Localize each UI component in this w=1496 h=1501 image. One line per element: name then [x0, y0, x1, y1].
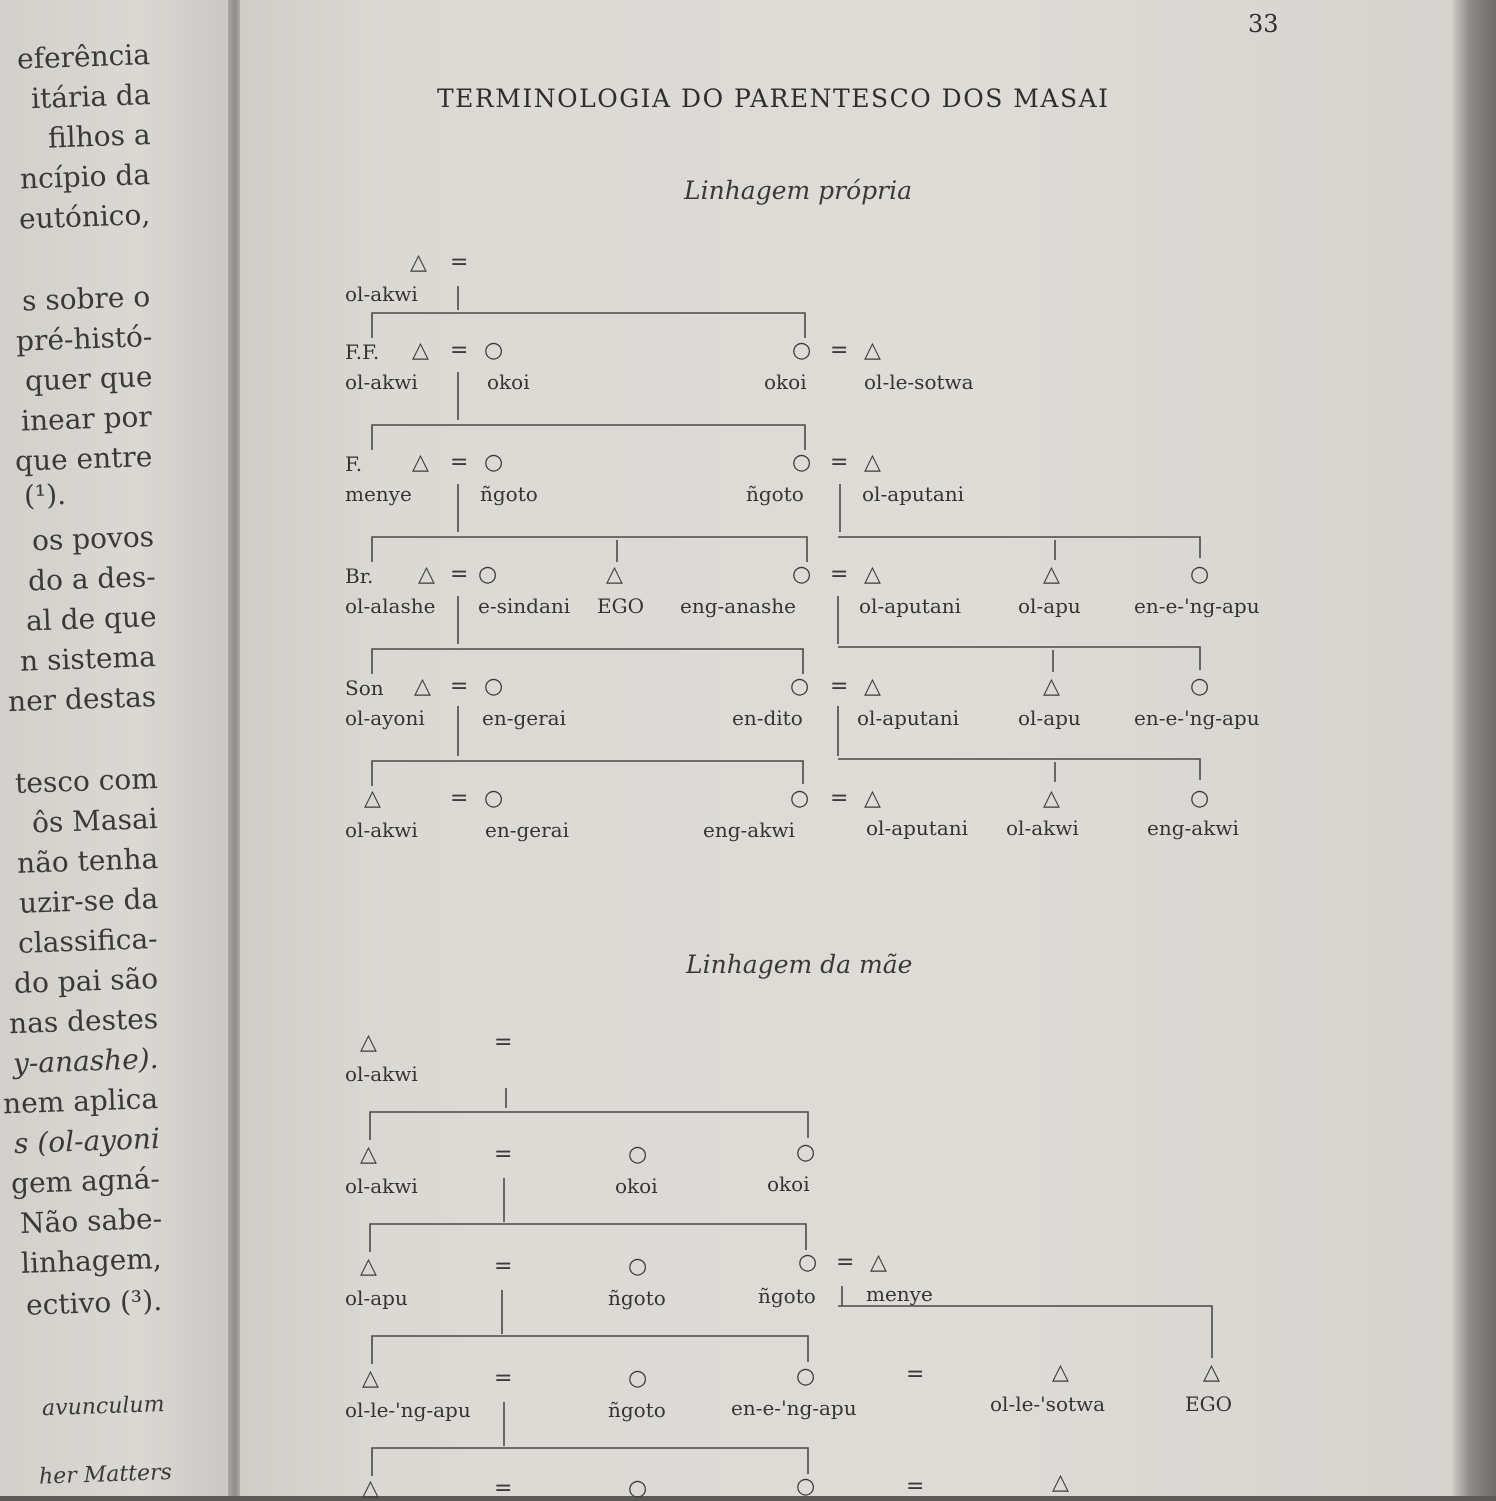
left-text-line: linhagem,: [20, 1242, 163, 1280]
left-text-line: ner destas: [7, 680, 157, 719]
marriage-symbol: =: [830, 562, 849, 587]
kin-term: menye: [345, 482, 412, 506]
female-symbol: ○: [628, 1366, 648, 1391]
kin-term: en-e-'ng-apu: [1134, 706, 1260, 730]
male-symbol: △: [864, 338, 881, 363]
left-text-line: que entre: [14, 440, 153, 478]
male-symbol: △: [364, 786, 381, 811]
female-symbol: ○: [484, 674, 504, 699]
kin-term: okoi: [764, 370, 807, 394]
left-text-line: filhos a: [47, 118, 151, 155]
male-symbol: △: [360, 1030, 377, 1055]
left-text-line: gem agná-: [10, 1162, 161, 1201]
left-text-line: y-anashe).: [12, 1042, 159, 1081]
female-symbol: ○: [628, 1254, 648, 1279]
left-text-line: os povos: [31, 520, 155, 558]
marriage-symbol: =: [830, 450, 849, 475]
kin-term: ñgoto: [746, 482, 804, 506]
marriage-symbol: =: [494, 1254, 513, 1279]
male-symbol: △: [410, 250, 427, 275]
kin-term: okoi: [615, 1174, 658, 1198]
left-text-line: (¹).: [23, 478, 67, 513]
male-symbol: △: [864, 450, 881, 475]
kin-term: e-sindani: [478, 594, 571, 618]
kin-term: ol-apu: [1018, 594, 1081, 618]
marriage-symbol: =: [830, 674, 849, 699]
generation-label: Son: [345, 676, 384, 700]
kin-term: ol-le-'sotwa: [990, 1392, 1106, 1416]
generation-label: F.F.: [345, 340, 380, 364]
kin-term: ol-akwi: [1006, 816, 1079, 840]
left-text-line: itária da: [30, 78, 151, 116]
marriage-symbol: =: [450, 562, 469, 587]
ego-term: EGO: [597, 594, 644, 618]
marriage-symbol: =: [450, 786, 469, 811]
female-symbol: ○: [1190, 786, 1210, 811]
male-symbol: △: [360, 1254, 377, 1279]
female-symbol: ○: [796, 1140, 816, 1165]
kin-term: ñgoto: [480, 482, 538, 506]
female-symbol: ○: [792, 450, 812, 475]
left-text-line: Não sabe-: [19, 1202, 163, 1240]
left-text-line: ectivo (³).: [25, 1284, 163, 1322]
left-text-line: classifica-: [17, 922, 159, 960]
left-text-line: quer que: [24, 360, 153, 398]
kin-term: ol-apu: [345, 1286, 408, 1310]
ego-term: EGO: [1185, 1392, 1232, 1416]
male-symbol: △: [1043, 786, 1060, 811]
left-text-line: nas destes: [8, 1002, 159, 1041]
kin-term: menye: [866, 1282, 933, 1306]
page-title: TERMINOLOGIA DO PARENTESCO DOS MASAI: [437, 84, 1110, 113]
left-text-line: s (ol-ayoni: [13, 1122, 161, 1161]
generation-label: Br.: [345, 564, 374, 588]
kin-term: okoi: [767, 1172, 810, 1196]
male-symbol: △: [362, 1366, 379, 1391]
kin-term: en-e-'ng-apu: [1134, 594, 1260, 618]
section-heading-own-lineage: Linhagem própria: [684, 176, 913, 205]
female-symbol: ○: [796, 1474, 816, 1499]
left-text-line: inear por: [20, 400, 153, 438]
kin-term: ol-alashe: [345, 594, 436, 618]
page-number: 33: [1248, 10, 1279, 38]
kin-term: ol-akwi: [345, 1062, 418, 1086]
male-symbol: △: [1043, 674, 1060, 699]
female-symbol: ○: [796, 1364, 816, 1389]
kin-term: ol-le-'ng-apu: [345, 1398, 471, 1422]
female-symbol: ○: [484, 786, 504, 811]
marriage-symbol: =: [830, 786, 849, 811]
female-symbol: ○: [478, 562, 498, 587]
male-symbol: △: [1052, 1360, 1069, 1385]
marriage-symbol: =: [450, 450, 469, 475]
female-symbol: ○: [484, 338, 504, 363]
female-symbol: ○: [792, 338, 812, 363]
marriage-symbol: =: [830, 338, 849, 363]
kin-term: ol-aputani: [859, 594, 962, 618]
left-text-line: do pai são: [13, 962, 159, 1001]
male-symbol: △: [360, 1142, 377, 1167]
female-symbol: ○: [798, 1250, 818, 1275]
female-symbol: ○: [628, 1476, 648, 1501]
male-symbol: △: [1052, 1470, 1069, 1495]
kin-term: ol-akwi: [345, 370, 418, 394]
left-text-line: uzir-se da: [18, 882, 159, 920]
left-text-line: não tenha: [16, 842, 159, 880]
left-text-line: n sistema: [19, 640, 157, 678]
left-text-line: eferência: [16, 38, 151, 76]
left-text-line: nem aplica: [2, 1082, 159, 1121]
marriage-symbol: =: [836, 1250, 855, 1275]
marriage-symbol: =: [450, 250, 469, 275]
female-symbol: ○: [484, 450, 504, 475]
male-symbol: △: [362, 1476, 379, 1501]
kin-term: eng-akwi: [703, 818, 795, 842]
male-symbol: △: [864, 562, 881, 587]
female-symbol: ○: [792, 562, 812, 587]
kin-term: okoi: [487, 370, 530, 394]
kin-term: ñgoto: [608, 1398, 666, 1422]
male-symbol: △: [412, 338, 429, 363]
left-text-line: al de que: [25, 600, 157, 638]
left-text-line: tesco com: [14, 762, 159, 800]
kin-term: ol-aputani: [862, 482, 965, 506]
ego-male-symbol: △: [606, 562, 623, 587]
female-symbol: ○: [628, 1142, 648, 1167]
kin-term: ol-akwi: [345, 1174, 418, 1198]
left-text-line: eutónico,: [18, 198, 151, 236]
ego-male-symbol: △: [1203, 1360, 1220, 1385]
kin-term: ol-aputani: [866, 816, 969, 840]
marriage-symbol: =: [494, 1476, 513, 1501]
male-symbol: △: [414, 674, 431, 699]
kin-term: ol-akwi: [345, 282, 418, 306]
kin-term: ol-le-sotwa: [864, 370, 974, 394]
generation-label: F.: [345, 452, 363, 476]
kin-term: en-gerai: [485, 818, 569, 842]
marriage-symbol: =: [906, 1474, 925, 1499]
male-symbol: △: [864, 674, 881, 699]
kin-term: ol-aputani: [857, 706, 960, 730]
kin-term: ol-akwi: [345, 818, 418, 842]
female-symbol: ○: [1190, 562, 1210, 587]
male-symbol: △: [1043, 562, 1060, 587]
left-text-line: avunculum: [41, 1392, 165, 1422]
kin-term: en-dito: [732, 706, 803, 730]
left-text-line: her Matters: [38, 1460, 173, 1490]
left-text-line: ôs Masai: [31, 802, 159, 840]
kin-term: ol-apu: [1018, 706, 1081, 730]
left-text-line: pré-histó-: [15, 320, 153, 358]
kin-term: ñgoto: [758, 1284, 816, 1308]
female-symbol: ○: [790, 786, 810, 811]
kin-term: en-gerai: [482, 706, 566, 730]
left-text-line: do a des-: [27, 560, 157, 598]
marriage-symbol: =: [494, 1142, 513, 1167]
kin-term: ol-ayoni: [345, 706, 425, 730]
male-symbol: △: [412, 450, 429, 475]
kin-term: ñgoto: [608, 1286, 666, 1310]
female-symbol: ○: [1190, 674, 1210, 699]
kin-term: en-e-'ng-apu: [731, 1396, 857, 1420]
female-symbol: ○: [790, 674, 810, 699]
left-text-line: s sobre o: [21, 280, 151, 318]
section-heading-mother-lineage: Linhagem da mãe: [686, 950, 913, 979]
marriage-symbol: =: [494, 1030, 513, 1055]
marriage-symbol: =: [450, 674, 469, 699]
marriage-symbol: =: [494, 1366, 513, 1391]
kin-term: eng-akwi: [1147, 816, 1239, 840]
left-text-line: ncípio da: [19, 158, 151, 196]
male-symbol: △: [870, 1250, 887, 1275]
marriage-symbol: =: [450, 338, 469, 363]
marriage-symbol: =: [906, 1362, 925, 1387]
male-symbol: △: [418, 562, 435, 587]
kin-term: eng-anashe: [680, 594, 796, 618]
male-symbol: △: [864, 786, 881, 811]
